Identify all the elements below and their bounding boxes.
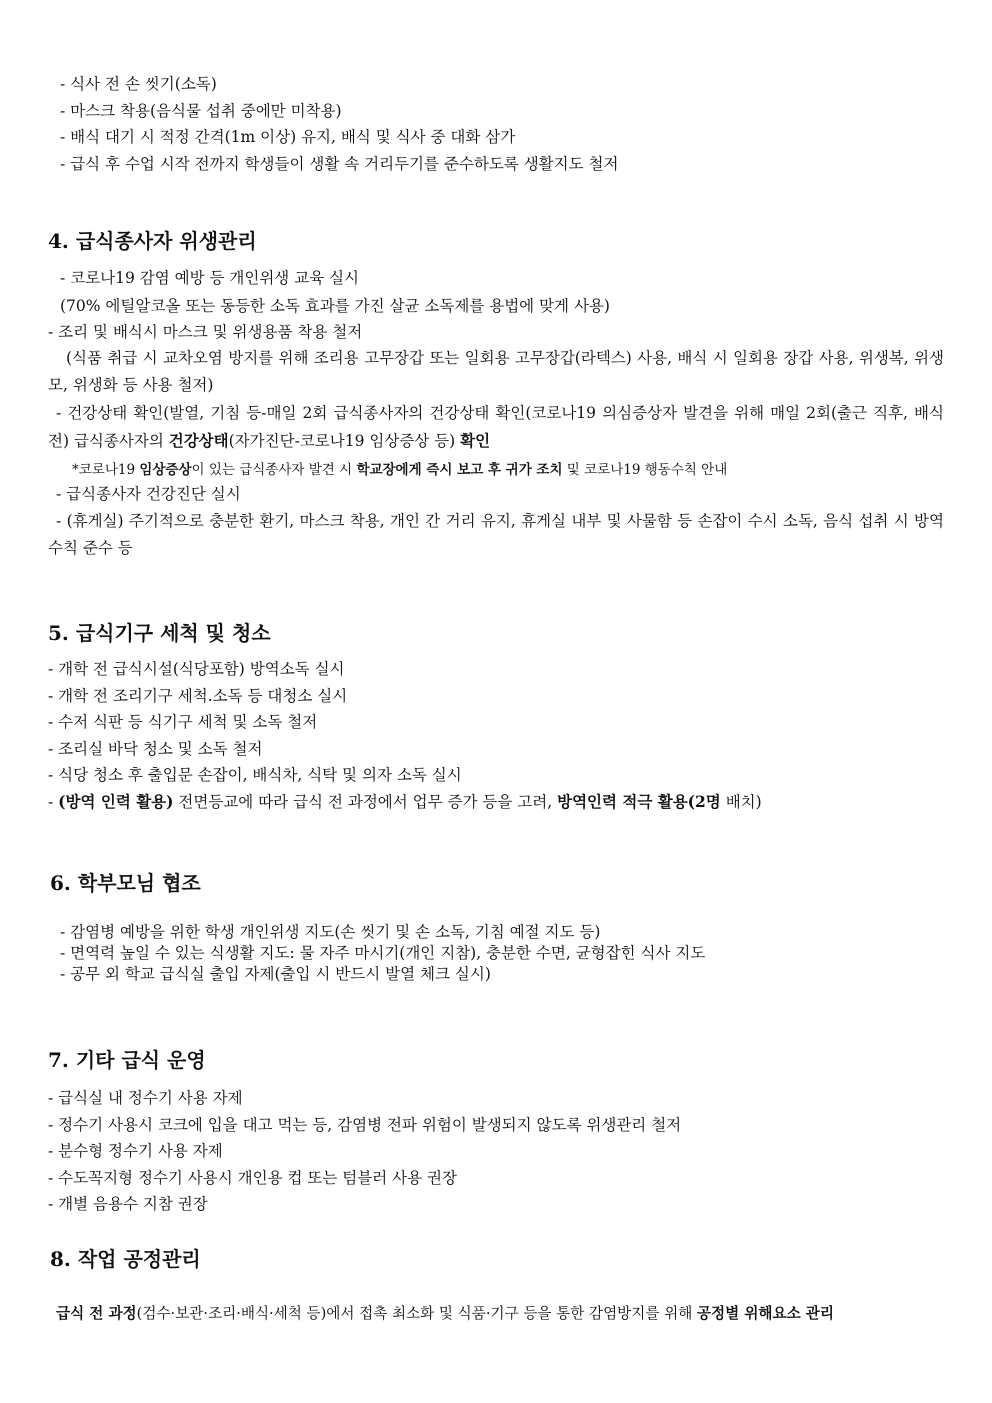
s4-line: - 조리 및 배식시 마스크 및 위생용품 착용 철저 [48,323,363,341]
s4-health-text: (자가진단-코로나19 임상증상 등) [228,432,461,450]
s6-item: - 감염병 예방을 위한 학생 개인위생 지도(손 씻기 및 손 소독, 기침 예절 지도 등) [60,923,601,941]
s6-item: - 공무 외 학교 급식실 출입 자제(출입 시 반드시 발열 체크 실시) [60,965,491,983]
s5-item: - 개학 전 조리기구 세척.소독 등 대청소 실시 [48,687,348,705]
s4-paragraph-gloves: (식품 취급 시 교차오염 방지를 위해 조리용 고무장갑 또는 일회용 고무장갑(라텍스) 사용, 배식 시 일회용 장갑 사용, 위생복, 위생모, 위생화 등 사용 철저) [48,349,944,394]
intro-item: - 식사 전 손 씻기(소독) [60,75,217,93]
s4-health-confirm: 확인 [460,431,491,450]
section-6-title: 6. 학부모님 협조 [50,871,201,895]
s5-item: - 개학 전 급식시설(식당포함) 방역소독 실시 [48,660,345,678]
s4-paragraph-breakroom: - (휴게실) 주기적으로 충분한 환기, 마스크 착용, 개인 간 거리 유지, 휴게실 내부 및 사물함 등 손잡이 수시 소독, 음식 섭취 시 방역 수칙 준수 등 [48,512,944,557]
s7-item: - 분수형 정수기 사용 자제 [48,1142,223,1160]
s7-item: - 급식실 내 정수기 사용 자제 [48,1089,243,1107]
s6-item: - 면역력 높일 수 있는 식생활 지도: 물 자주 마시기(개인 지참), 충분한 수면, 균형잡힌 식사 지도 [60,944,706,962]
section-7-title: 7. 기타 급식 운영 [48,1048,206,1072]
s5-item: - 수저 식판 등 식기구 세척 및 소독 철저 [48,713,318,731]
s5-bold: 방역인력 적극 활용(2명 [557,792,721,811]
s4-line: (70% 에틸알코올 또는 동등한 소독 효과를 가진 살균 소독제를 용법에 맞게 사용) [60,297,610,315]
s8-paragraph [56,1304,834,1324]
s5-text: - [48,793,59,811]
s7-item: - 정수기 사용시 코크에 입을 대고 먹는 등, 감염병 전파 위험이 발생되지 않도록 위생관리 철저 [48,1116,682,1134]
s5-text: 배치) [720,793,762,811]
s4-line: - 코로나19 감염 예방 등 개인위생 교육 실시 [60,269,360,287]
note-bold: 학교장에게 즉시 보고 후 귀가 조치 [356,462,563,478]
intro-item: - 배식 대기 시 적정 간격(1m 이상) 유지, 배식 및 식사 중 대화 삼가 [60,128,516,146]
s7-item: - 수도꼭지형 정수기 사용시 개인용 컵 또는 텀블러 사용 권장 [48,1169,457,1187]
s5-bold: (방역 인력 활용) [58,792,174,811]
s7-item: - 개별 음용수 지참 권장 [48,1195,208,1213]
intro-item: - 마스크 착용(음식물 섭취 중에만 미착용) [60,102,342,120]
note-bold: 임상증상 [139,462,192,478]
s4-note [72,460,727,480]
s5-item-staff [48,792,762,812]
s8-text: (검수·보관·조리·배식·세척 등)에서 접촉 최소화 및 식품·기구 등을 통한 감염방지를 위해 [136,1305,697,1322]
s8-bold: 공정별 위해요소 관리 [696,1305,834,1322]
note-text: *코로나19 [72,462,140,478]
note-text: 및 코로나19 행동수칙 안내 [562,462,728,478]
s5-item: - 식당 청소 후 출입문 손잡이, 배식차, 식탁 및 의자 소독 실시 [48,766,462,784]
intro-item: - 급식 후 수업 시작 전까지 학생들이 생활 속 거리두기를 준수하도록 생활지도 철저 [60,155,619,173]
note-text: 이 있는 급식종사자 발견 시 [191,462,357,478]
s4-health-bold: 건강상태 [168,431,229,450]
s5-item: - 조리실 바닥 청소 및 소독 철저 [48,740,263,758]
section-5-title: 5. 급식기구 세척 및 청소 [48,621,271,645]
s5-text: 전면등교에 따라 급식 전 과정에서 업무 증가 등을 고려, [173,793,558,811]
s4-health-text: - 건강상태 확인(발열, 기침 등-매일 2회 급식종사자의 건강상태 확인(코로나19 의심증상자 발견을 위해 매일 2회(출근 직후, 배식 전) 급식종사자의 [48,404,944,450]
s4-line: - 급식종사자 건강진단 실시 [56,485,241,503]
s8-bold: 급식 전 과정 [56,1305,137,1322]
section-4-title: 4. 급식종사자 위생관리 [48,229,257,253]
s4-paragraph-health-check [48,400,944,455]
section-8-title: 8. 작업 공정관리 [50,1247,201,1271]
